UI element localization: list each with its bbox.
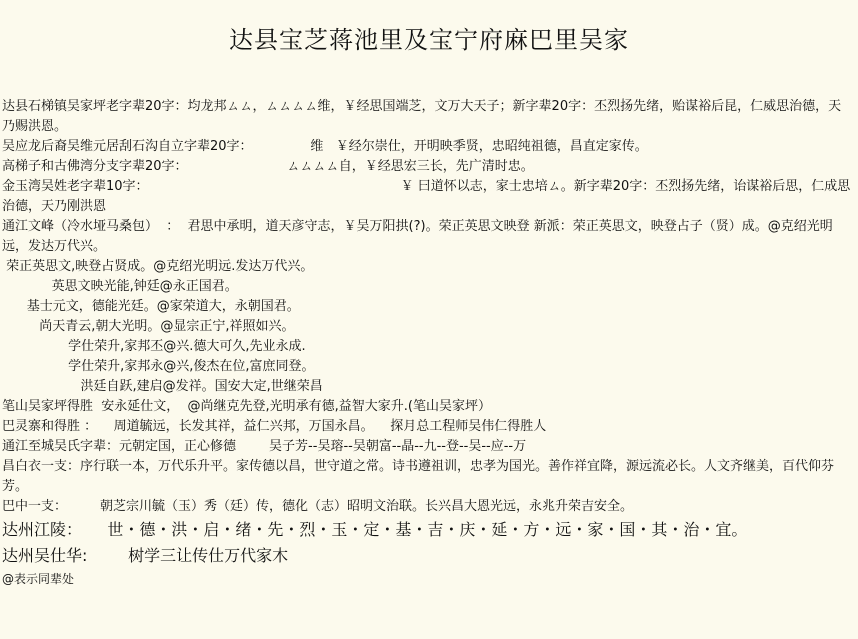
- line-balingzhai: 巴灵寨和得胜 ： 周道毓远，长发其祥，益仁兴邦，万国永昌。 探月总工程师吴伟仁得胜人: [2, 419, 547, 434]
- line-ji-shi-yuan: 基士元文，德能光廷。@家荣道大，永朝国君。: [2, 299, 300, 314]
- line-dazhou-jiangling: 达州江陵： 世・德・洪・启・绪・先・烈・玉・定・基・吉・庆・延・方・远・家・国・其・治・宜。: [2, 520, 748, 539]
- line-bazhong: 巴中一支： 朝芝宗川毓（玉）秀（廷）传，德化（志）昭明文治联。长兴昌大恩光远，永兆升荣吉安全。: [2, 499, 634, 514]
- footnote: @表示同辈处: [2, 572, 75, 586]
- line-tongjiang-wenfeng: 通江文峰（冷水垭马桑包） ： 君思中承明，道天彦守志，￥吴万阳拱(?)。荣正英思文映登 新派：荣正英思文，映登占子（贤）成。@克绍光明远，发达万代兴。: [2, 219, 833, 254]
- line-gaotizi-gufowan: 高梯子和古佛湾分支字辈20字： ㄙㄙㄙㄙ自，￥经思宏三长，先广清时忠。: [2, 159, 534, 174]
- line-jinyuwan: 金玉湾吴姓老字辈10字： ￥ 曰道怀以志，家士忠培ㄙ。新字辈20字：丕烈扬先绪，诒谋裕后思，仁成思治德，天乃刚洪恩: [2, 179, 851, 214]
- generation-names-list: [2, 97, 854, 589]
- line-dazhou-wushihua: 达州吴仕华: 树学三让传仕万代家木: [2, 546, 289, 565]
- line-wuyinglong-guashigou: 吴应龙后裔吴维元居刮石沟自立字辈20字： 维 ￥经尔崇仕，开明映季贤，忠昭纯祖德，昌直定家传。: [2, 139, 648, 154]
- line-shiti-wujiaping: 达县石梯镇吴家坪老字辈20字：均龙邦ㄙㄙ，ㄙㄙㄙㄙ维，￥经思国端芝，文万大天子；新字辈20字：丕烈扬先绪，贻谋裕后昆，仁威思治德，天乃赐洪恩。: [2, 99, 842, 134]
- line-xue-shi-rong-1: 学仕荣升,家邦丕@兴.德大可久,先业永成.: [2, 339, 306, 354]
- line-ying-si-wen: 英思文映光能,钟廷@永正国君。: [2, 279, 238, 294]
- line-xue-shi-rong-2: 学仕荣升,家邦永@兴,俊杰在位,富庶同登。: [2, 359, 315, 374]
- page-title: 达县宝芝蒋池里及宝宁府麻巴里吴家: [229, 26, 629, 54]
- line-tongjiang-zhicheng: 通江至城吴氏字辈：元朝定国，正心修德 吴子芳--吴瑢--吴朝富--晶--九--登--吴--应--万: [2, 439, 527, 454]
- line-bishan-wujiaping: 笔山吴家坪得胜 安永延仕文， @尚继克先登,光明承有德,益智大家升.(笔山吴家坪）: [2, 399, 491, 414]
- line-hong-ting-zi: 洪廷自跃,建启@发祥。国安大定,世继荣昌: [2, 379, 323, 394]
- line-rong-zheng-ying: 荣正英思文,映登占贤成。@克绍光明远.发达万代兴。: [2, 259, 314, 274]
- line-changbaiyi: 昌白衣一支：序行联一本，万代乐升平。家传德以昌，世守道之常。诗书遵祖训，忠孝为国光。善作祥宜降，源远流必长。人文齐继美，百代仰芬芳。: [2, 459, 835, 494]
- line-shang-tian-qing: 尚天青云,朝大光明。@显宗正宁,祥照如兴。: [2, 319, 295, 334]
